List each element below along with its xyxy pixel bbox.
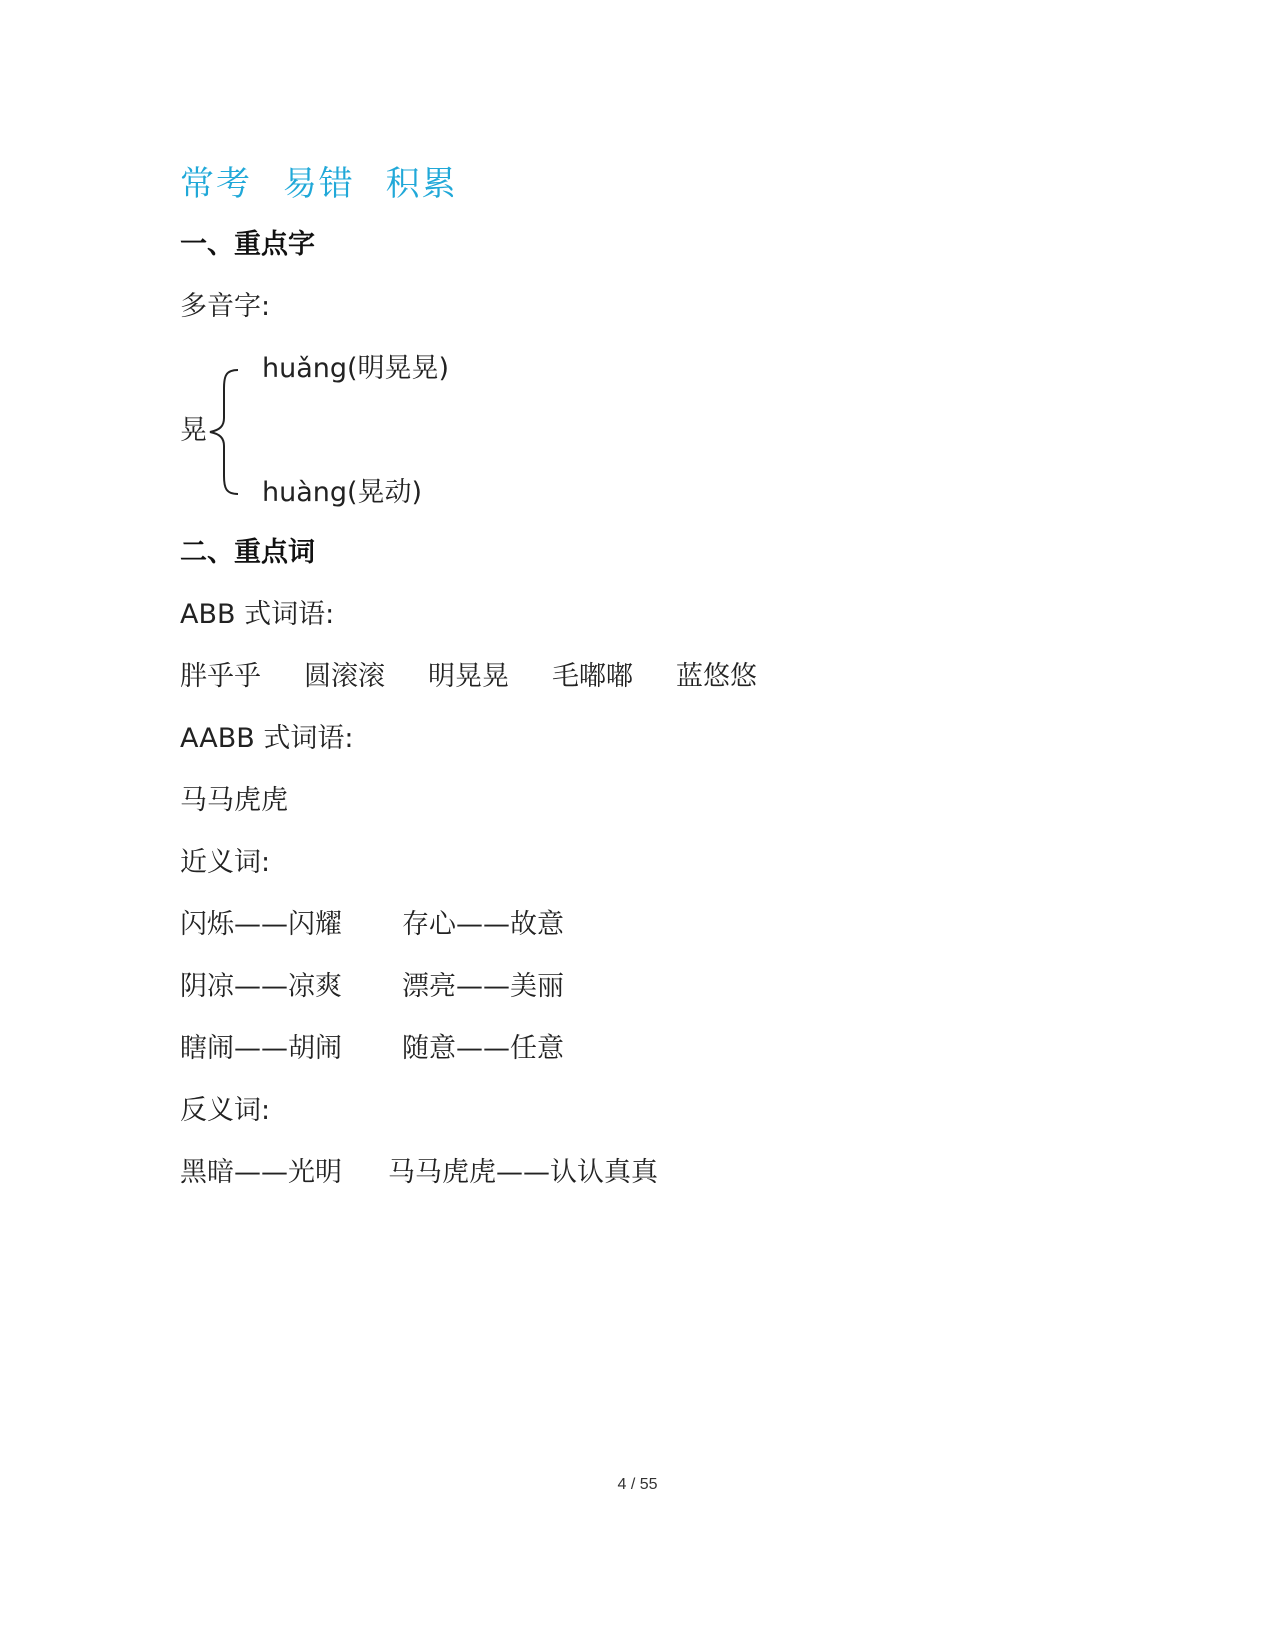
list-item: 胖乎乎: [180, 661, 261, 692]
synonym-row: [180, 902, 564, 941]
synonym-pair: 漂亮——美丽: [402, 971, 564, 1002]
antonym-pair: 黑暗——光明: [180, 1157, 342, 1188]
synonym-row: [180, 964, 564, 1003]
aabb-label: AABB 式词语:: [180, 723, 354, 754]
aabb-word: 马马虎虎: [180, 785, 288, 816]
list-item: 毛嘟嘟: [552, 661, 633, 692]
abb-word-list: [180, 654, 757, 693]
curly-brace-icon: [206, 368, 246, 496]
synonym-pair: 闪烁——闪耀: [180, 909, 342, 940]
reading-1: huǎng(明晃晃): [262, 353, 450, 384]
antonym-pair: 马马虎虎——认认真真: [388, 1157, 658, 1188]
title-word: 常考: [180, 164, 252, 204]
synonym-pair: 存心——故意: [402, 909, 564, 940]
page-title: [180, 156, 476, 205]
list-item: 明晃晃: [428, 661, 509, 692]
page-number: 4 / 55: [617, 1476, 658, 1493]
title-word: 易错: [282, 164, 355, 204]
list-item: 圆滚滚: [304, 661, 385, 692]
title-word: 积累: [385, 164, 458, 204]
polyphone-character: 晃: [180, 415, 207, 446]
section-heading-key-characters: 一、重点字: [180, 229, 315, 260]
antonym-label: 反义词:: [180, 1095, 271, 1126]
synonym-pair: 阴凉——凉爽: [180, 971, 342, 1002]
section-heading-key-words: 二、重点词: [180, 537, 315, 568]
synonym-label: 近义词:: [180, 847, 271, 878]
synonym-row: [180, 1026, 564, 1065]
abb-label: ABB 式词语:: [180, 599, 335, 630]
reading-2: huàng(晃动): [262, 477, 423, 508]
antonym-row: [180, 1150, 658, 1189]
list-item: 蓝悠悠: [676, 661, 757, 692]
synonym-pair: 随意——任意: [402, 1033, 564, 1064]
synonym-pair: 瞎闹——胡闹: [180, 1033, 342, 1064]
polyphone-label: 多音字:: [180, 291, 271, 322]
